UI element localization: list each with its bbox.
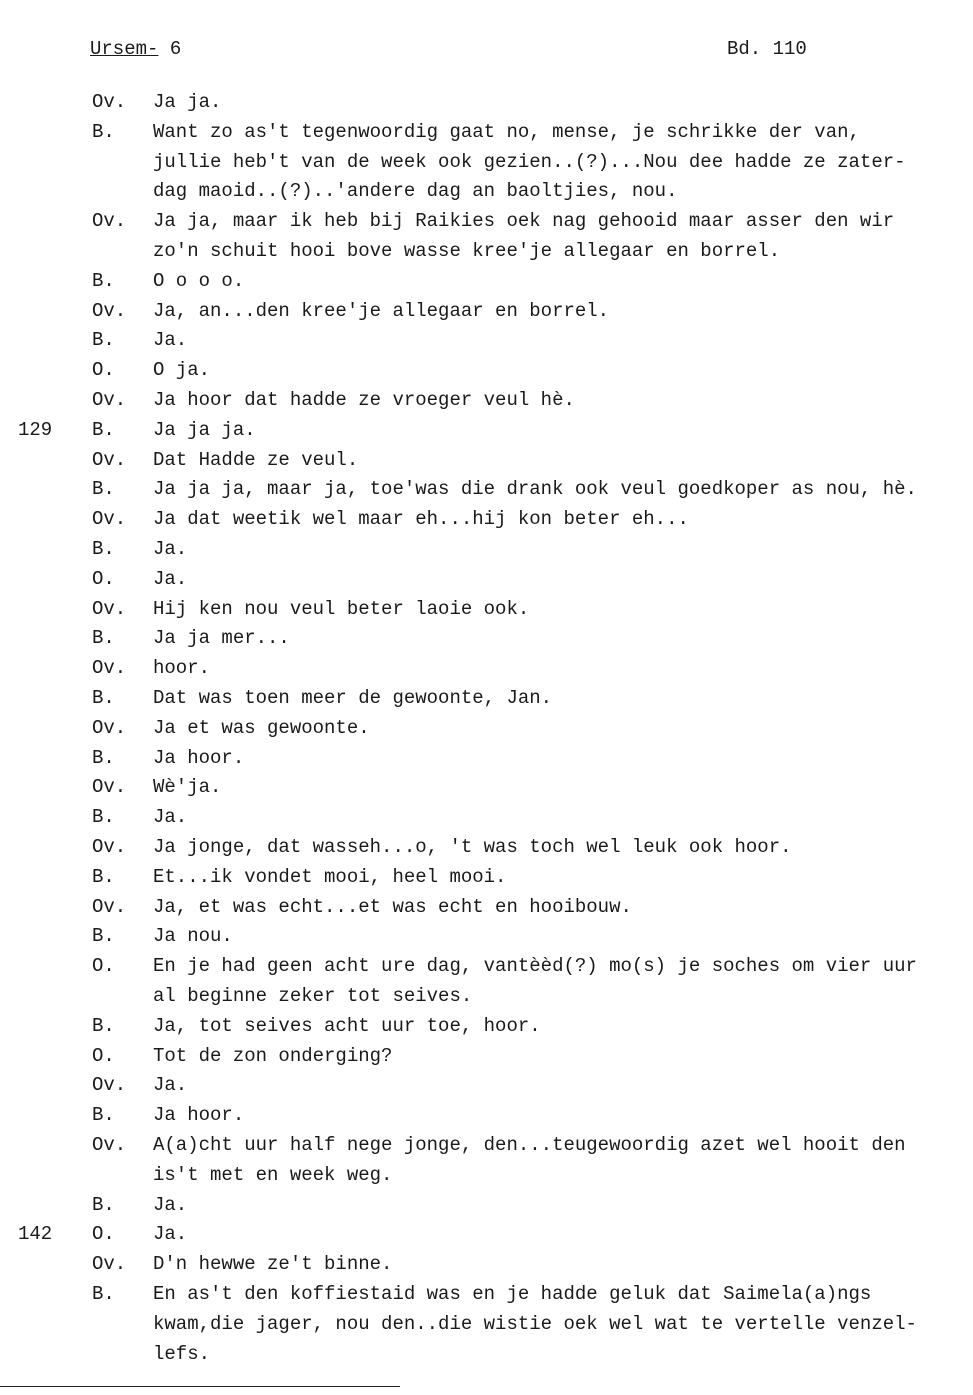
speaker-label: B.: [92, 746, 115, 769]
transcript-line: [0, 475, 973, 503]
transcript-line: [0, 684, 973, 712]
speaker-label: Ov.: [92, 597, 127, 620]
speaker-label: O.: [92, 955, 115, 978]
utterance-text: Ja, et was echt...et was echt en hooibouw.: [153, 895, 632, 918]
utterance-text: En je had geen acht ure dag, vantèèd(?) mo(s) je soches om vier uur: [153, 955, 917, 978]
transcript-line: [0, 1220, 973, 1248]
utterance-text: Ja.: [153, 329, 188, 352]
transcript-line: [0, 1280, 973, 1308]
utterance-text: Ja, tot seives acht uur toe, hoor.: [153, 1014, 541, 1037]
transcript-line: [0, 326, 973, 354]
speaker-label: B.: [92, 120, 115, 143]
speaker-label: Ov.: [92, 210, 127, 233]
utterance-text: Ja hoor dat hadde ze vroeger veul hè.: [153, 389, 575, 411]
utterance-text: Tot de zon onderging?: [153, 1044, 393, 1067]
utterance-text: Ja ja mer...: [153, 627, 290, 650]
speaker-label: Ov.: [92, 299, 127, 322]
speaker-label: O.: [92, 1044, 115, 1067]
speaker-label: O.: [92, 359, 115, 382]
transcript-line: [0, 1071, 973, 1099]
utterance-text: Ja ja, maar ik heb bij Raikies oek nag gehooid maar asser den wir: [153, 210, 895, 233]
transcript-line: [0, 1161, 973, 1189]
speaker-label: Ov.: [92, 895, 127, 918]
speaker-label: B.: [92, 687, 115, 709]
utterance-text: hoor.: [153, 657, 211, 680]
transcript-line: [0, 148, 973, 176]
speaker-label: Ov.: [92, 836, 127, 858]
utterance-text: zo'n schuit hooi bove wasse kree'je allegaar en borrel.: [153, 240, 781, 262]
utterance-text: jullie heb't van de week ook gezien..(?)...Nou dee hadde ze zater-: [153, 150, 906, 173]
transcript-line: [0, 624, 973, 652]
transcript-line: [0, 773, 973, 801]
transcript-line: [0, 833, 973, 861]
transcript-line: [0, 863, 973, 891]
transcript-line: [0, 118, 973, 146]
utterance-text: Et...ik vondet mooi, heel mooi.: [153, 865, 507, 888]
transcript-line: [0, 1191, 973, 1219]
page-reference: Bd. 110: [727, 38, 807, 60]
speaker-label: B.: [92, 418, 115, 441]
utterance-text: Ja dat weetik wel maar eh...hij kon beter eh...: [153, 508, 689, 531]
utterance-text: Ja et was gewoonte.: [153, 716, 370, 739]
utterance-text: Ja.: [153, 1223, 188, 1246]
transcript-line: [0, 505, 973, 533]
transcript-line: [0, 744, 973, 772]
utterance-text: Dat was toen meer de gewoonte, Jan.: [153, 687, 553, 709]
transcript-line: [0, 654, 973, 682]
speaker-label: B.: [92, 627, 115, 650]
utterance-text: dag maoid..(?)..'andere dag an baoltjies, nou.: [153, 180, 678, 203]
transcript-line: [0, 1101, 973, 1129]
utterance-text: A(a)cht uur half nege jonge, den...teugewoordig azet wel hooit den: [153, 1134, 906, 1156]
transcript-line: [0, 297, 973, 325]
speaker-label: B.: [92, 329, 115, 352]
utterance-text: Want zo as't tegenwoordig gaat no, mense, je schrikke der van,: [153, 120, 860, 143]
speaker-label: Ov.: [92, 1134, 127, 1156]
transcript-line: [0, 1250, 973, 1278]
transcript-line: [0, 88, 973, 116]
speaker-label: B.: [92, 1283, 115, 1305]
utterance-text: al beginne zeker tot seives.: [153, 985, 473, 1007]
utterance-text: O o o o.: [153, 269, 245, 292]
speaker-label: B.: [92, 865, 115, 888]
page-header-left: [90, 38, 181, 60]
transcript-line: [0, 1310, 973, 1338]
utterance-text: Ja.: [153, 806, 188, 829]
transcript-line: [0, 595, 973, 623]
speaker-label: B.: [92, 478, 115, 501]
utterance-text: Ja ja.: [153, 91, 222, 113]
speaker-label: B.: [92, 269, 115, 292]
transcript-line: [0, 446, 973, 474]
speaker-label: Ov.: [92, 448, 127, 471]
utterance-text: Dat Hadde ze veul.: [153, 448, 359, 471]
transcript-line: [0, 803, 973, 831]
utterance-text: D'n hewwe ze't binne.: [153, 1253, 393, 1276]
speaker-label: Ov.: [92, 657, 127, 680]
transcript-line: [0, 982, 973, 1010]
document-title: Ursem-: [90, 38, 159, 60]
utterance-text: Ja nou.: [153, 925, 233, 948]
speaker-label: Ov.: [92, 91, 127, 113]
utterance-text: Ja.: [153, 1193, 188, 1216]
utterance-text: O ja.: [153, 359, 211, 382]
utterance-text: Ja.: [153, 538, 188, 560]
utterance-text: lefs.: [153, 1342, 211, 1365]
utterance-text: En as't den koffiestaid was en je hadde geluk dat Saimela(a)ngs: [153, 1283, 872, 1305]
transcript-line: [0, 1012, 973, 1040]
speaker-label: Ov.: [92, 716, 127, 739]
speaker-label: B.: [92, 1193, 115, 1216]
transcript-line: [0, 267, 973, 295]
utterance-text: is't met en week weg.: [153, 1163, 393, 1186]
speaker-label: Ov.: [92, 1074, 127, 1097]
transcript-line: [0, 1340, 973, 1368]
transcript-line: [0, 207, 973, 235]
margin-line-number: 129: [18, 418, 53, 441]
transcript-line: [0, 1042, 973, 1070]
document-number: 6: [169, 38, 182, 60]
transcript-line: [0, 952, 973, 980]
footer-rule: [0, 1386, 400, 1387]
speaker-label: Ov.: [92, 508, 127, 531]
utterance-text: Ja.: [153, 567, 188, 590]
utterance-text: Hij ken nou veul beter laoie ook.: [153, 597, 530, 620]
utterance-text: Ja, an...den kree'je allegaar en borrel.: [153, 299, 610, 322]
speaker-label: B.: [92, 1104, 115, 1127]
speaker-label: B.: [92, 925, 115, 948]
utterance-text: Ja ja ja, maar ja, toe'was die drank ook veul goedkoper as nou, hè.: [153, 478, 917, 501]
transcript-line: [0, 237, 973, 265]
transcript-line: [0, 356, 973, 384]
speaker-label: B.: [92, 1014, 115, 1037]
speaker-label: O.: [92, 567, 115, 590]
utterance-text: Ja jonge, dat wasseh...o, 't was toch wel leuk ook hoor.: [153, 836, 792, 858]
transcript-line: [0, 1131, 973, 1159]
transcript-line: [0, 416, 973, 444]
speaker-label: B.: [92, 806, 115, 829]
transcript-line: [0, 922, 973, 950]
utterance-text: Ja hoor.: [153, 1104, 245, 1127]
utterance-text: Ja hoor.: [153, 746, 245, 769]
margin-line-number: 142: [18, 1223, 53, 1246]
transcript-line: [0, 565, 973, 593]
transcript-line: [0, 177, 973, 205]
speaker-label: Ov.: [92, 1253, 127, 1276]
transcript-line: [0, 386, 973, 414]
utterance-text: Ja ja ja.: [153, 418, 256, 441]
transcript-line: [0, 893, 973, 921]
speaker-label: Ov.: [92, 389, 127, 411]
speaker-label: Ov.: [92, 776, 127, 799]
speaker-label: O.: [92, 1223, 115, 1246]
transcript-line: [0, 535, 973, 563]
speaker-label: B.: [92, 538, 115, 560]
utterance-text: Wè'ja.: [153, 776, 222, 799]
utterance-text: Ja.: [153, 1074, 188, 1097]
transcript-line: [0, 714, 973, 742]
utterance-text: kwam,die jager, nou den..die wistie oek wel wat te vertelle venzel-: [153, 1312, 917, 1335]
